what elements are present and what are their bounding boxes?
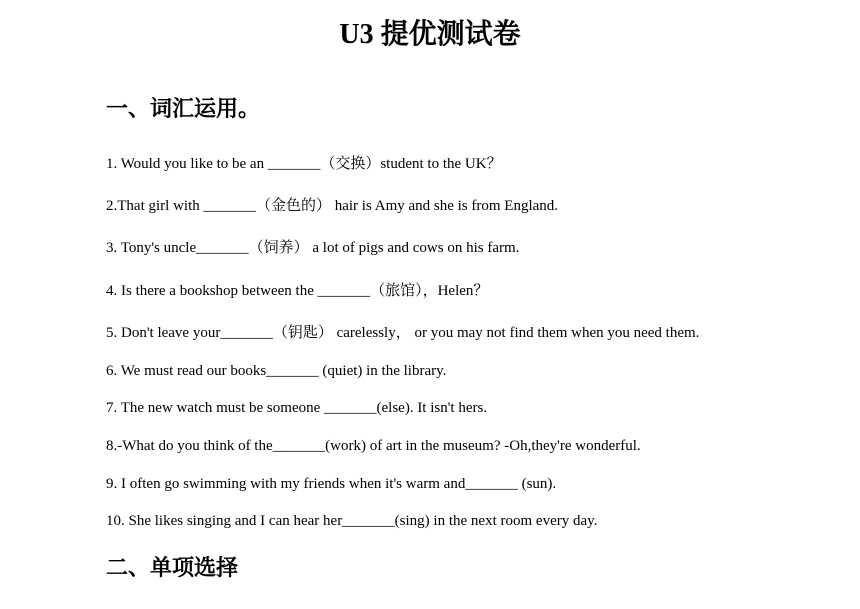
question-10: 10. She likes singing and I can hear her_______(sing) in the next room every day. <box>106 513 598 529</box>
question-8: 8.-What do you think of the_______(work) of art in the museum? -Oh,they're wonderful. <box>106 438 641 454</box>
question-4: 4. Is there a bookshop between the _______（旅馆），Helen？ <box>106 283 489 299</box>
question-7: 7. The new watch must be someone _______(else). It isn't hers. <box>106 400 488 416</box>
question-5: 5. Don't leave your_______（钥匙） carelessly， or you may not find them when you need them. <box>106 325 700 341</box>
question-3: 3. Tony's uncle_______（饲养） a lot of pigs and cows on his farm. <box>106 240 520 256</box>
section-heading-multiple-choice: 二、单项选择 <box>106 556 239 581</box>
question-1: 1. Would you like to be an _______（交换）student to the UK？ <box>106 156 502 172</box>
question-9: 9. I often go swimming with my friends when it's warm and_______ (sun). <box>106 476 557 492</box>
document-title: U3 提优测试卷 <box>339 19 521 50</box>
section-heading-vocabulary: 一、词汇运用。 <box>106 97 261 122</box>
question-6: 6. We must read our books_______ (quiet) in the library. <box>106 363 447 379</box>
question-2: 2.That girl with _______（金色的） hair is Amy and she is from England. <box>106 198 559 214</box>
